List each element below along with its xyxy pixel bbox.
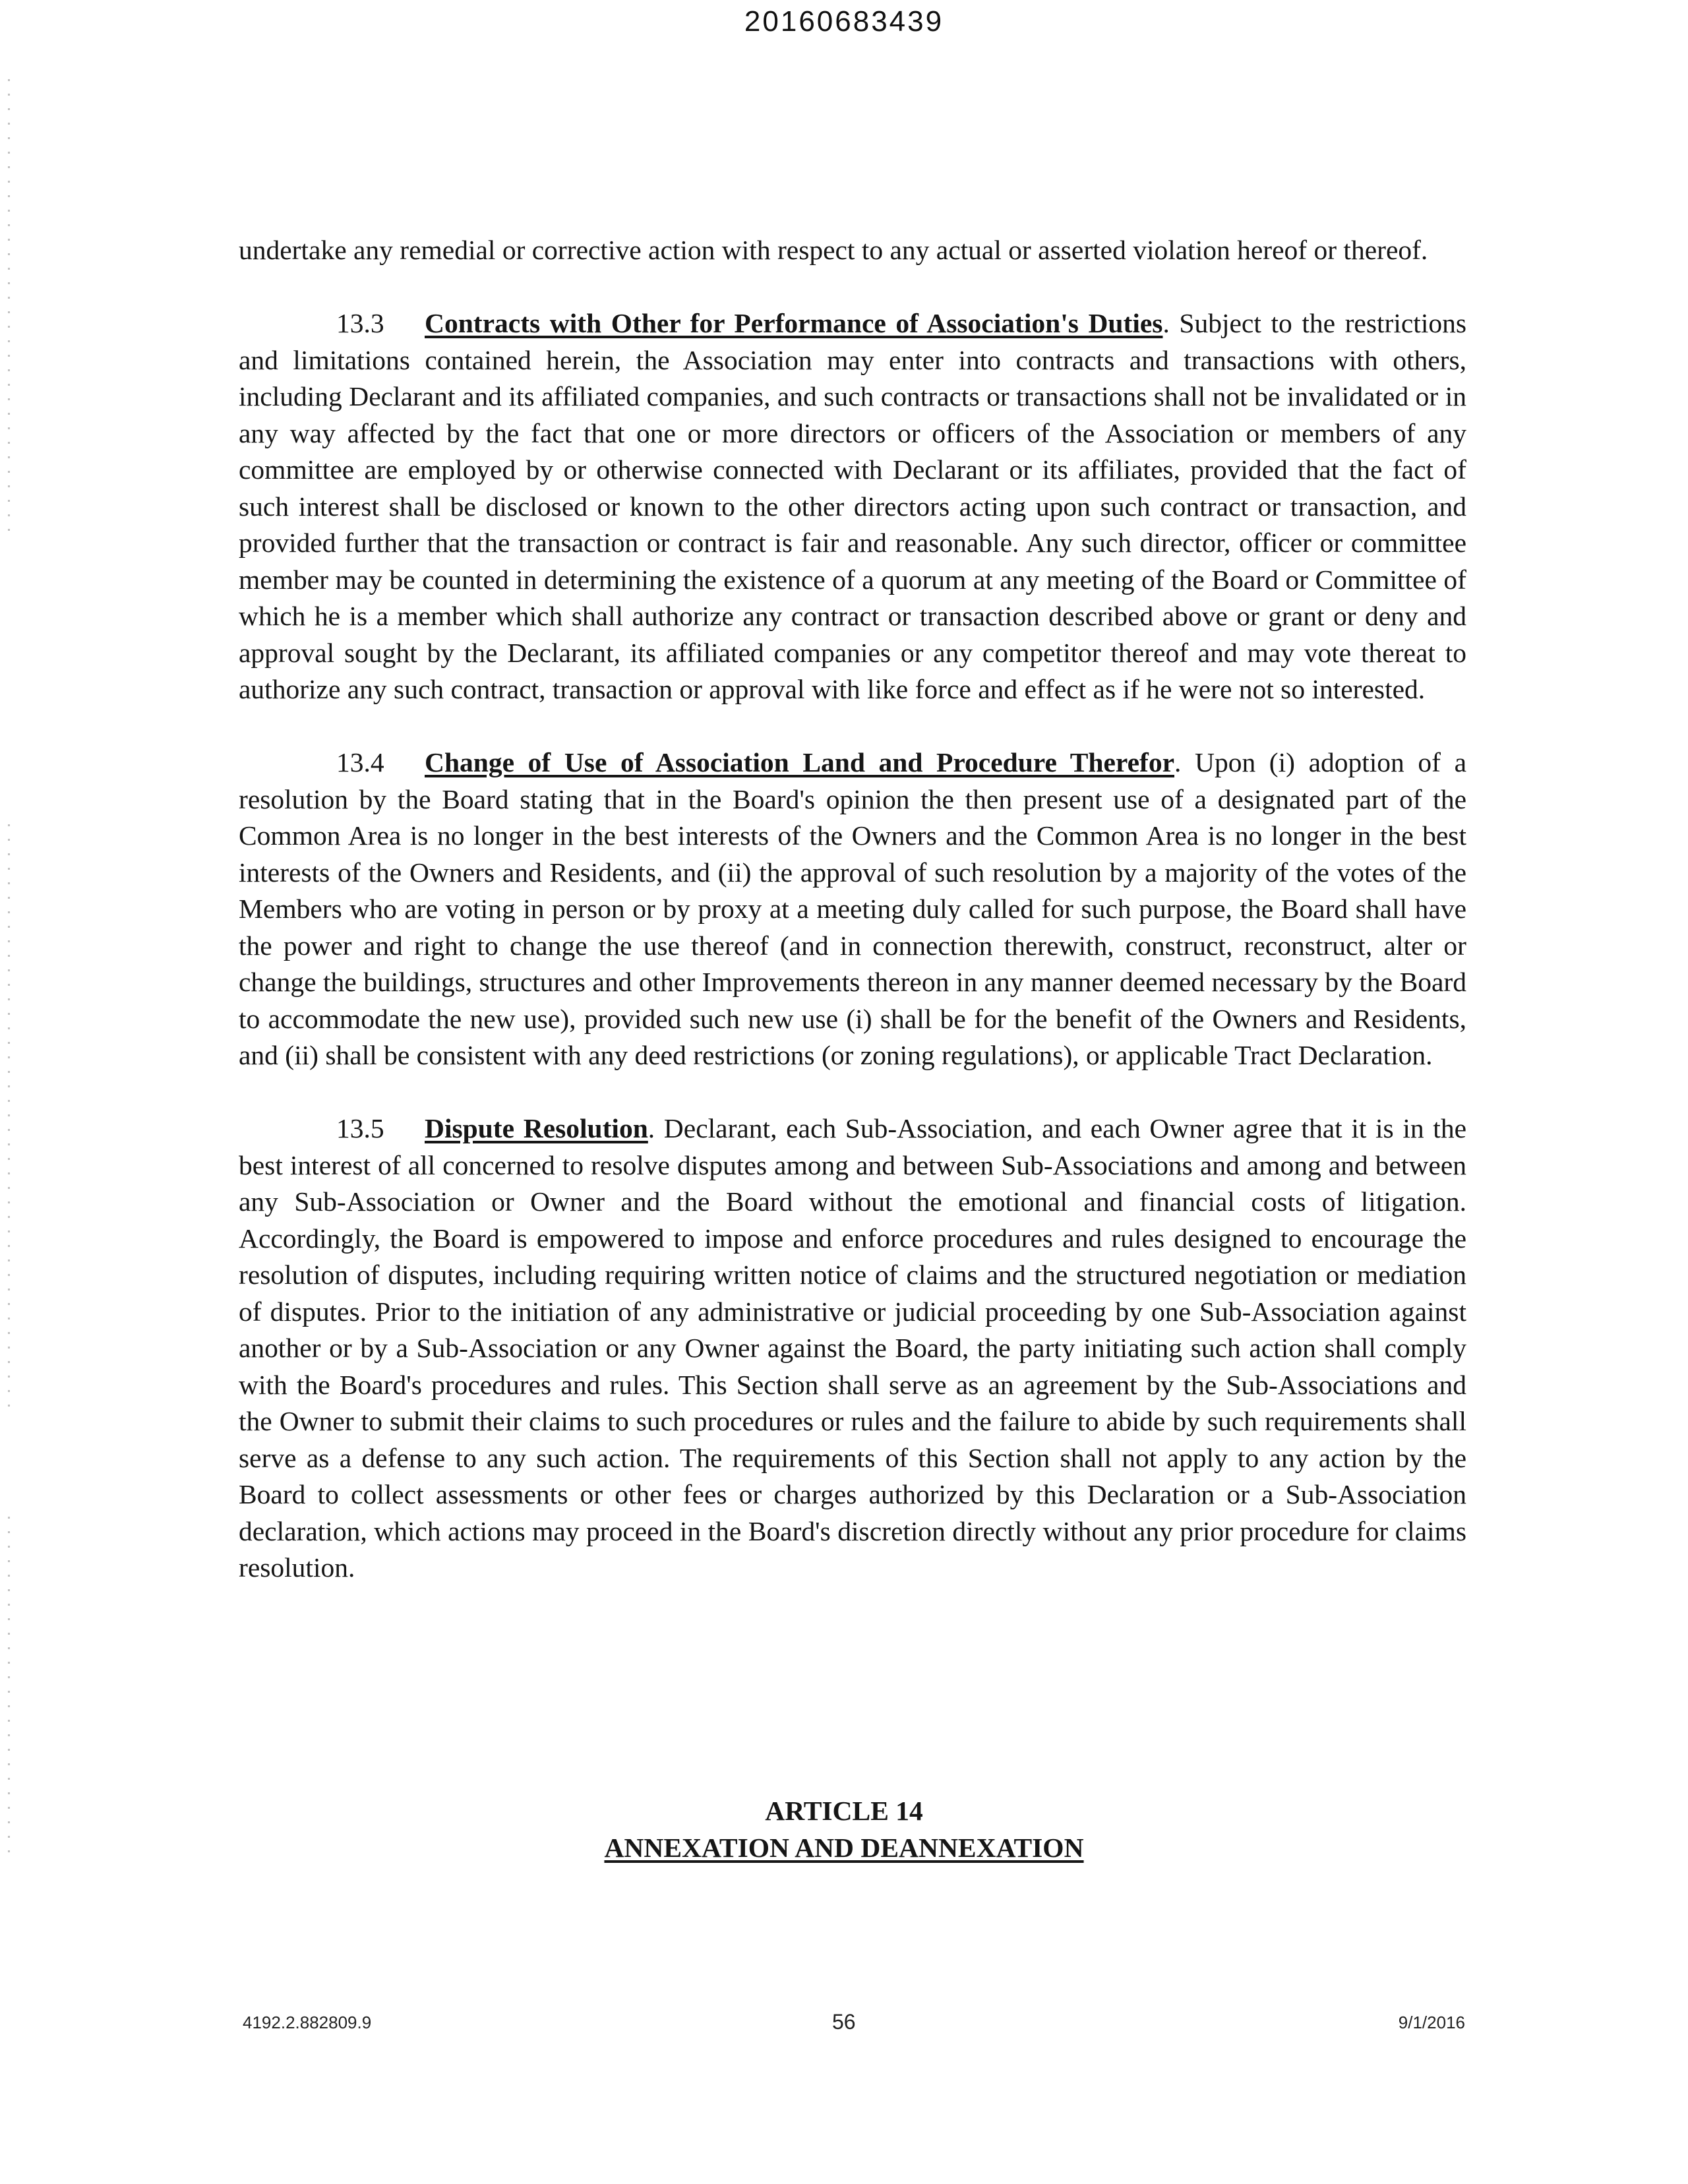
footer-doc-id: 4192.2.882809.9 <box>243 2013 372 2032</box>
section-number: 13.3 <box>336 308 384 338</box>
footer-date: 9/1/2016 <box>1398 2013 1465 2032</box>
section-13-5 <box>239 1110 1466 1587</box>
paragraph-continuation: undertake any remedial or corrective action with respect to any actual or asserted violation hereof or thereof. <box>239 235 1428 265</box>
section-title: Change of Use of Association Land and Procedure Therefor <box>425 747 1175 777</box>
section-text: . Declarant, each Sub-Association, and each Owner agree that it is in the best interest of all concerned to resolve disputes among and between Sub-Associations and among and between any Sub-Association or Owner and the Board without the emotional and financial costs of litigation. Accordingly, the Board is empowered to impose and enforce procedures and rules designed to encourage the resolution of disputes, including requiring written notice of claims and the structured negotiation or mediation of disputes. Prior to the initiation of any administrative or judicial proceeding by one Sub-Association against another or by a Sub-Association or any Owner against the Board, the party initiating such action shall comply with the Board's procedures and rules. This Section shall serve as an agreement by the Sub-Associations and the Owner to submit their claims to such procedures or rules and the failure to abide by such requirements shall serve as a defense to any such action. The requirements of this Section shall not apply to any action by the Board to collect assessments or other fees or charges authorized by this Declaration or a Sub-Association declaration, which actions may proceed in the Board's discretion directly without any prior procedure for claims resolution. <box>239 1113 1466 1583</box>
section-title: Dispute Resolution <box>425 1113 648 1143</box>
section-number: 13.4 <box>336 747 384 777</box>
section-title: Contracts with Other for Performance of Association's Duties <box>425 308 1163 338</box>
article-header <box>0 1792 1688 1866</box>
scan-edge-marks-top <box>8 79 10 541</box>
section-13-4 <box>239 744 1466 1074</box>
section-text: . Upon (i) adoption of a resolution by the Board stating that in the Board's opinion the then present use of a designated part of the Common Area is no longer in the best interests of the Owners and the Common Area is no longer in the best interests of the Owners and Residents, and (ii) the approval of such resolution by a majority of the votes of the Members who are voting in person or by proxy at a meeting duly called for such purpose, the Board shall have the power and right to change the use thereof (and in connection therewith, construct, reconstruct, alter or change the buildings, structures and other Improvements thereon in any manner deemed necessary by the Board to accommodate the new use), provided such new use (i) shall be for the benefit of the Owners and Residents, and (ii) shall be consistent with any deed restrictions (or zoning regulations), or applicable Tract Declaration. <box>239 747 1466 1070</box>
section-text: . Subject to the restrictions and limitations contained herein, the Association may enter into contracts and transactions with others, including Declarant and its affiliated companies, and such contracts or transactions shall not be invalidated or in any way affected by the fact that one or more directors or officers of the Association or members of any committee are employed by or otherwise connected with Declarant or its affiliates, provided that the fact of such interest shall be disclosed or known to the other directors acting upon such contract or transaction, and provided further that the transaction or contract is fair and reasonable. Any such director, officer or committee member may be counted in determining the existence of a quorum at any meeting of the Board or Committee of which he is a member which shall authorize any contract or transaction described above or grant or deny and approval sought by the Declarant, its affiliated companies or any competitor thereof and may vote thereat to authorize any such contract, transaction or approval with like force and effect as if he were not so interested. <box>239 308 1467 704</box>
scan-edge-marks-middle <box>8 824 10 1418</box>
article-title: ANNEXATION AND DEANNEXATION <box>604 1833 1084 1863</box>
article-heading: ARTICLE 14 <box>765 1796 923 1826</box>
section-13-3 <box>239 305 1466 708</box>
footer-page-number: 56 <box>832 2010 856 2034</box>
section-number: 13.5 <box>336 1113 384 1143</box>
page-body <box>239 232 1466 1623</box>
document-number: 20160683439 <box>744 5 944 38</box>
